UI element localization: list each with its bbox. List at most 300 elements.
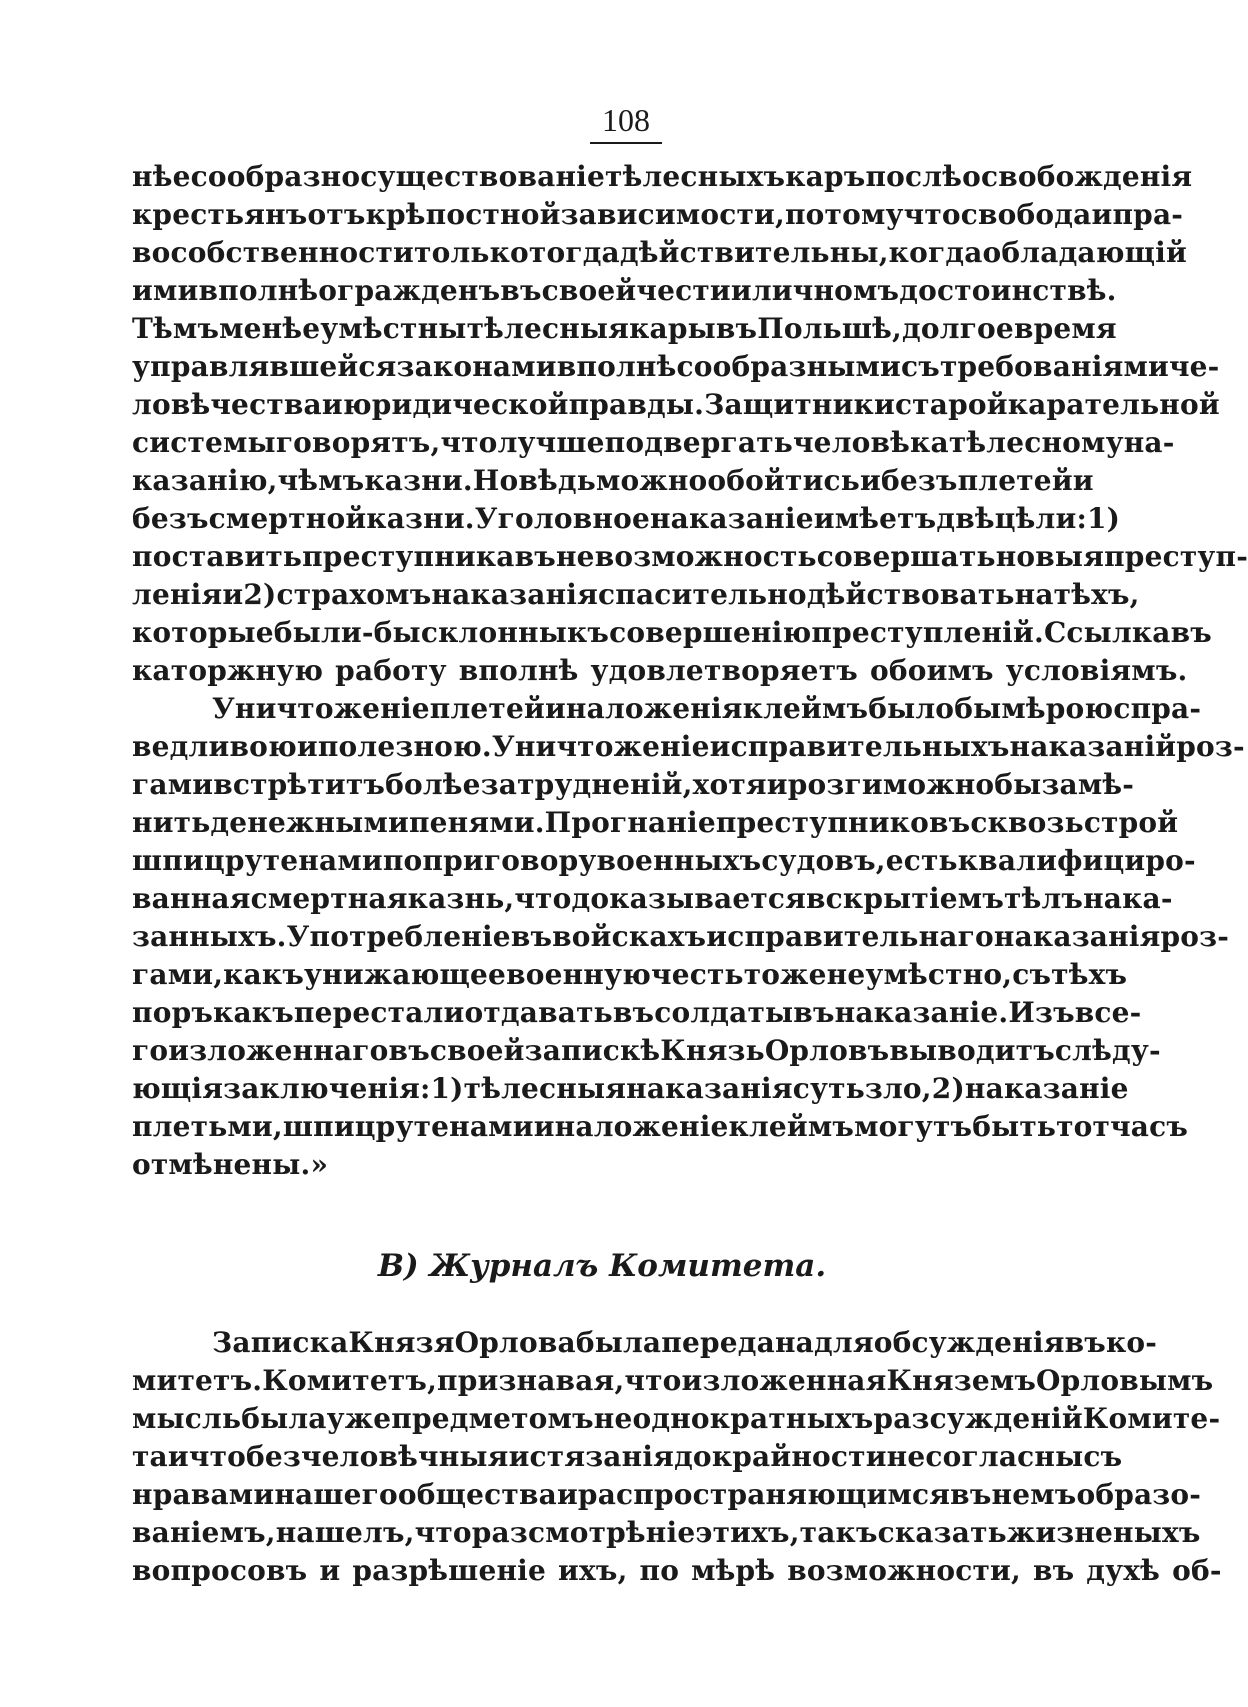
- word: строй: [1083, 806, 1179, 839]
- word: болѣе: [385, 768, 481, 801]
- word: были-бы: [273, 616, 421, 649]
- text-line: [132, 424, 1175, 462]
- word: зависимости,: [560, 198, 785, 231]
- word: тѣлесныхъ: [605, 160, 786, 193]
- word: какъ: [223, 958, 305, 991]
- word: въ: [1170, 616, 1212, 649]
- word: и: [766, 768, 788, 801]
- word: было: [868, 692, 955, 725]
- word: распространяющимся: [577, 1478, 951, 1511]
- word: и: [222, 578, 244, 611]
- text-line: [132, 918, 1230, 956]
- word: юридической: [342, 388, 569, 421]
- word: нить: [132, 806, 211, 839]
- word: что: [414, 1516, 472, 1549]
- word: имѣетъ: [813, 502, 937, 535]
- word: пенями.: [408, 806, 545, 839]
- word: не: [555, 540, 595, 573]
- word: спра-: [1113, 692, 1202, 725]
- word: военныхъ: [596, 844, 762, 877]
- word: мѣрою: [1001, 692, 1114, 725]
- word: Польшѣ,: [757, 312, 903, 345]
- text-line: [132, 652, 1188, 690]
- word: денежными: [210, 806, 409, 839]
- word: преступниковъ: [715, 806, 971, 839]
- word: совершенію: [609, 616, 812, 649]
- word: тоже: [743, 958, 827, 991]
- paragraph-committee-journal: [132, 1324, 1222, 1590]
- word: нака-: [1083, 882, 1173, 915]
- word: Комитетъ,: [262, 1364, 438, 1397]
- word: уже: [326, 1402, 392, 1435]
- word: поставить: [132, 540, 303, 573]
- word: съ: [1012, 958, 1052, 991]
- word: Прогнаніе: [544, 806, 716, 839]
- word: и: [860, 464, 881, 497]
- word: суть: [792, 1072, 865, 1105]
- word: перестали: [293, 996, 465, 1029]
- word: что: [440, 426, 498, 459]
- word: Князя: [348, 1326, 455, 1359]
- text-line: [132, 538, 1248, 576]
- word: солдаты: [654, 996, 794, 1029]
- text-line: [132, 500, 1121, 538]
- word: только: [414, 236, 529, 269]
- word: наложеніе: [554, 1110, 729, 1143]
- word: Князь: [660, 1034, 765, 1067]
- word: Записка: [212, 1326, 349, 1359]
- word: по: [639, 1554, 680, 1587]
- word: розги: [787, 768, 883, 801]
- word: обоимъ: [869, 654, 994, 687]
- word: преступленій.: [811, 616, 1044, 649]
- word: лучше: [497, 426, 605, 459]
- word: огражденъ: [318, 274, 501, 307]
- word: и: [319, 1554, 341, 1587]
- word: хотя: [692, 768, 767, 801]
- word: спасительно: [598, 578, 807, 611]
- word: къ: [566, 616, 610, 649]
- word: смертной: [208, 502, 367, 535]
- text-line: [132, 1400, 1221, 1438]
- word: безчеловѣчныя: [246, 1440, 509, 1473]
- word: долгое: [902, 312, 1014, 345]
- word: время: [1013, 312, 1117, 345]
- word: казни.: [366, 502, 475, 535]
- word: плетей: [429, 692, 545, 725]
- word: что: [188, 1440, 246, 1473]
- word: согласны: [925, 1440, 1084, 1473]
- text-line: [132, 1514, 1201, 1552]
- word: че-: [1168, 350, 1220, 383]
- word: все-: [1074, 996, 1142, 1029]
- word: квалифициро-: [957, 844, 1196, 877]
- word: поръ: [132, 996, 214, 1029]
- text-line: [132, 994, 1142, 1032]
- word: въ: [793, 996, 835, 1029]
- word: Изъ: [1008, 996, 1075, 1029]
- word: 2): [931, 1072, 965, 1105]
- word: сказать: [877, 1516, 1007, 1549]
- word: свобода: [960, 198, 1092, 231]
- word: та: [132, 1440, 168, 1473]
- word: не: [886, 1440, 926, 1473]
- text-line: [132, 1552, 1222, 1590]
- word: предметомъ: [391, 1402, 594, 1435]
- word: достоинствѣ.: [899, 274, 1117, 307]
- text-line: [132, 1476, 1202, 1514]
- text-line: [132, 1108, 1189, 1146]
- word: Орловъ: [764, 1034, 890, 1067]
- word: собственности: [170, 236, 415, 269]
- word: запискѣ: [524, 1034, 661, 1067]
- word: судовъ,: [761, 844, 886, 877]
- word: изложенная: [681, 1364, 887, 1397]
- word: наказанія: [431, 578, 599, 611]
- word: и: [533, 1110, 555, 1143]
- word: удовлетворяетъ: [590, 654, 858, 687]
- word: въ: [510, 920, 553, 953]
- word: и: [1091, 198, 1113, 231]
- word: тѣлесныя: [466, 312, 630, 345]
- word: тотчасъ: [1056, 1110, 1189, 1143]
- word: потому: [784, 198, 904, 231]
- word: плетей: [957, 464, 1073, 497]
- word: дѣйствительны,: [619, 236, 889, 269]
- word: тѣхъ: [1051, 958, 1128, 991]
- word: по: [382, 844, 423, 877]
- text-line: [132, 1070, 1129, 1108]
- word: условіямъ.: [1005, 654, 1188, 687]
- word: духѣ: [1086, 1554, 1161, 1587]
- word: гами,: [132, 958, 224, 991]
- word: занныхъ.: [132, 920, 287, 953]
- word: ловѣчества: [132, 388, 322, 421]
- word: шпицрутенами: [132, 844, 383, 877]
- word: была: [241, 1402, 327, 1435]
- word: каторжную: [132, 654, 324, 687]
- word: крайности: [711, 1440, 887, 1473]
- word: зло,: [864, 1072, 932, 1105]
- word: можно: [882, 768, 995, 801]
- paragraph-continued-quote: [132, 158, 1248, 690]
- word: приговору: [422, 844, 597, 877]
- word: плетьми,: [132, 1110, 283, 1143]
- word: и: [167, 1440, 189, 1473]
- word: наказаніе: [964, 1072, 1129, 1105]
- word: тѣлъ: [1004, 882, 1084, 915]
- word: безъ: [132, 502, 209, 535]
- text-line: [132, 348, 1220, 386]
- word: военную: [506, 958, 652, 991]
- word: въ: [1064, 1326, 1106, 1359]
- word: въ: [388, 1034, 430, 1067]
- text-line: [132, 1438, 1123, 1476]
- word: вскрытіемъ: [806, 882, 1005, 915]
- word: мысль: [132, 1402, 242, 1435]
- word: управлявшейся: [132, 350, 397, 383]
- word: честь: [651, 958, 744, 991]
- page-number-wrap: [180, 100, 1072, 144]
- word: освобожденія: [962, 160, 1193, 193]
- word: ихъ,: [558, 1554, 628, 1587]
- word: и: [321, 388, 343, 421]
- word: доказывается: [571, 882, 807, 915]
- word: тѣлесныя: [463, 1072, 627, 1105]
- text-line: [132, 272, 1117, 310]
- word: наказаніе: [649, 502, 814, 535]
- word: Но: [472, 464, 519, 497]
- word: кары: [629, 312, 716, 345]
- word: Уголовное: [474, 502, 650, 535]
- book-page: [132, 100, 1248, 1590]
- word: до: [674, 1440, 712, 1473]
- word: крестьянъ: [132, 198, 308, 231]
- word: Употребленіе: [286, 920, 511, 953]
- word: что: [903, 198, 961, 231]
- word: 1): [430, 1072, 464, 1105]
- word: отдавать: [464, 996, 613, 1029]
- word: наказаній: [1009, 730, 1177, 763]
- word: которые: [132, 616, 274, 649]
- word: отъ: [307, 198, 366, 231]
- word: могутъ: [854, 1110, 973, 1143]
- word: бы: [954, 692, 1002, 725]
- word: что: [514, 882, 572, 915]
- word: и: [1072, 464, 1094, 497]
- word: безъ: [880, 464, 958, 497]
- word: ваніемъ,: [132, 1516, 276, 1549]
- word: можно: [595, 464, 708, 497]
- word: каръ: [785, 160, 866, 193]
- word: войскахъ: [552, 920, 707, 953]
- word: въ: [715, 312, 758, 345]
- word: сообразными: [676, 350, 902, 383]
- word: смертная: [250, 882, 408, 915]
- word: Защитники: [704, 388, 895, 421]
- word: и: [730, 274, 752, 307]
- word: работу: [335, 654, 447, 687]
- text-line: [132, 1324, 1158, 1362]
- word: склонны: [420, 616, 567, 649]
- word: ванная: [132, 882, 251, 915]
- word: своей: [429, 1034, 525, 1067]
- text-line: [132, 462, 1094, 500]
- word: Тѣмъ: [132, 312, 220, 345]
- word: человѣка: [792, 426, 949, 459]
- word: своей: [541, 274, 637, 307]
- word: вполнѣ: [198, 274, 319, 307]
- word: чѣмъ: [277, 464, 365, 497]
- word: признавая,: [437, 1364, 625, 1397]
- text-line: [132, 1362, 1214, 1400]
- word: разсужденій: [873, 1402, 1083, 1435]
- word: немъ: [991, 1478, 1077, 1511]
- word: системы: [132, 426, 276, 459]
- text-line: [132, 234, 1187, 272]
- word: неоднократныхъ: [593, 1402, 874, 1435]
- word: умѣстны: [320, 312, 467, 345]
- section-heading: В) Журналъ Комитета.: [377, 1248, 827, 1284]
- word: когда: [888, 236, 983, 269]
- text-line: [132, 766, 1135, 804]
- word: бы: [994, 768, 1042, 801]
- word: съ: [1083, 1440, 1123, 1473]
- word: обойтись: [707, 464, 860, 497]
- text-line: [132, 614, 1212, 652]
- text-line: [132, 1032, 1161, 1070]
- word: тогда: [528, 236, 620, 269]
- word: чести: [636, 274, 731, 307]
- word: мѣрѣ: [691, 1554, 776, 1587]
- word: для: [814, 1326, 874, 1359]
- word: страхомъ: [276, 578, 432, 611]
- word: обсужденія: [873, 1326, 1065, 1359]
- word: законами: [396, 350, 557, 383]
- word: наказанія: [993, 920, 1161, 953]
- word: тѣхъ,: [1053, 578, 1140, 611]
- word: изложеннаго: [168, 1034, 389, 1067]
- word: въ: [514, 540, 556, 573]
- word: замѣ-: [1041, 768, 1135, 801]
- word: цѣли:: [994, 502, 1087, 535]
- word: затрудненій,: [480, 768, 693, 801]
- word: преступ-: [1104, 540, 1248, 573]
- word: наказаніе.: [834, 996, 1009, 1029]
- word: Уничтоженіе: [212, 692, 430, 725]
- word: въ: [950, 1478, 992, 1511]
- text-line: [132, 956, 1128, 994]
- word: ющія: [132, 1072, 224, 1105]
- word: старой: [894, 388, 1008, 421]
- word: въ: [612, 996, 655, 1029]
- paragraph-orlov-conclusions: [132, 690, 1245, 1184]
- text-line: [132, 576, 1140, 614]
- word: казанію,: [132, 464, 278, 497]
- word: крѣпостной: [365, 198, 561, 231]
- word: какъ: [213, 996, 294, 1029]
- word: быть: [972, 1110, 1057, 1143]
- word: вполнѣ: [458, 654, 579, 687]
- word: 1): [1086, 502, 1121, 535]
- word: менѣе: [219, 312, 321, 345]
- text-line: [132, 842, 1196, 880]
- word: на-: [1123, 426, 1175, 459]
- text-line: [132, 690, 1202, 728]
- word: вѣдь: [518, 464, 596, 497]
- word: подвергать: [604, 426, 793, 459]
- word: нашелъ,: [275, 1516, 415, 1549]
- word: и: [544, 692, 566, 725]
- word: была: [575, 1326, 662, 1359]
- word: передана: [661, 1326, 815, 1359]
- word: Орловымъ: [1036, 1364, 1214, 1397]
- word: Княземъ: [886, 1364, 1037, 1397]
- word: роз-: [1176, 730, 1245, 763]
- word: есть: [885, 844, 958, 877]
- word: требованіями: [939, 350, 1169, 383]
- text-line: [132, 310, 1117, 348]
- word: въ: [500, 274, 542, 307]
- word: на: [1014, 578, 1054, 611]
- word: образо-: [1076, 1478, 1202, 1511]
- word: вопросовъ: [132, 1554, 308, 1587]
- word: клеймъ: [728, 1110, 855, 1143]
- word: что: [624, 1364, 682, 1397]
- word: нашего: [274, 1478, 398, 1511]
- word: унижающее: [304, 958, 507, 991]
- word: об-: [1172, 1554, 1222, 1587]
- word: тѣлесному: [948, 426, 1124, 459]
- word: исправительныхъ: [709, 730, 1010, 763]
- word: митетъ.: [132, 1364, 263, 1397]
- word: нравами: [132, 1478, 275, 1511]
- text-line: [132, 880, 1173, 918]
- text-line: [132, 196, 1184, 234]
- word: исправительнаго: [706, 920, 994, 953]
- word: Орлова: [454, 1326, 576, 1359]
- word: жизненыхъ: [1006, 1516, 1201, 1549]
- word: ко-: [1105, 1326, 1158, 1359]
- word: преступника: [302, 540, 515, 573]
- word: правды.: [568, 388, 705, 421]
- word: вполнѣ: [556, 350, 677, 383]
- word: ленія: [132, 578, 223, 611]
- word: разрѣшеніе: [352, 1554, 547, 1587]
- word: гами: [132, 768, 214, 801]
- word: казни.: [364, 464, 473, 497]
- word: Ссылка: [1043, 616, 1171, 649]
- text-line: [132, 804, 1179, 842]
- word: и: [296, 730, 318, 763]
- word: отмѣнены.»: [132, 1148, 329, 1181]
- text-line: [132, 158, 1193, 196]
- word: такъ: [799, 1516, 878, 1549]
- word: новыя: [995, 540, 1105, 573]
- word: нѣе: [132, 160, 191, 193]
- text-line: [132, 1146, 1072, 1184]
- word: во: [132, 236, 171, 269]
- word: говорятъ,: [275, 426, 441, 459]
- text-line: [132, 386, 1220, 424]
- word: роз-: [1160, 920, 1230, 953]
- word: клеймъ: [742, 692, 869, 725]
- word: совершать: [816, 540, 996, 573]
- word: сообразно: [190, 160, 361, 193]
- word: личномъ: [751, 274, 900, 307]
- word: Уничтоженіе: [491, 730, 710, 763]
- word: 2): [243, 578, 277, 611]
- word: съ: [901, 350, 940, 383]
- word: дѣйствовать: [806, 578, 1015, 611]
- word: общества: [397, 1478, 557, 1511]
- word: возможность: [594, 540, 817, 573]
- word: ведливою: [132, 730, 297, 763]
- word: слѣду-: [1054, 1034, 1161, 1067]
- word: ими: [132, 274, 199, 307]
- word: разсмотрѣніе: [471, 1516, 696, 1549]
- word: и: [556, 1478, 578, 1511]
- text-line: [132, 728, 1245, 766]
- page-number: 108: [590, 100, 662, 144]
- word: го: [132, 1034, 169, 1067]
- word: шпицрутенами: [282, 1110, 534, 1143]
- word: истязанія: [508, 1440, 675, 1473]
- word: возможности,: [787, 1554, 1021, 1587]
- word: встрѣтитъ: [213, 768, 386, 801]
- word: Комите-: [1082, 1402, 1221, 1435]
- word: этихъ,: [695, 1516, 800, 1549]
